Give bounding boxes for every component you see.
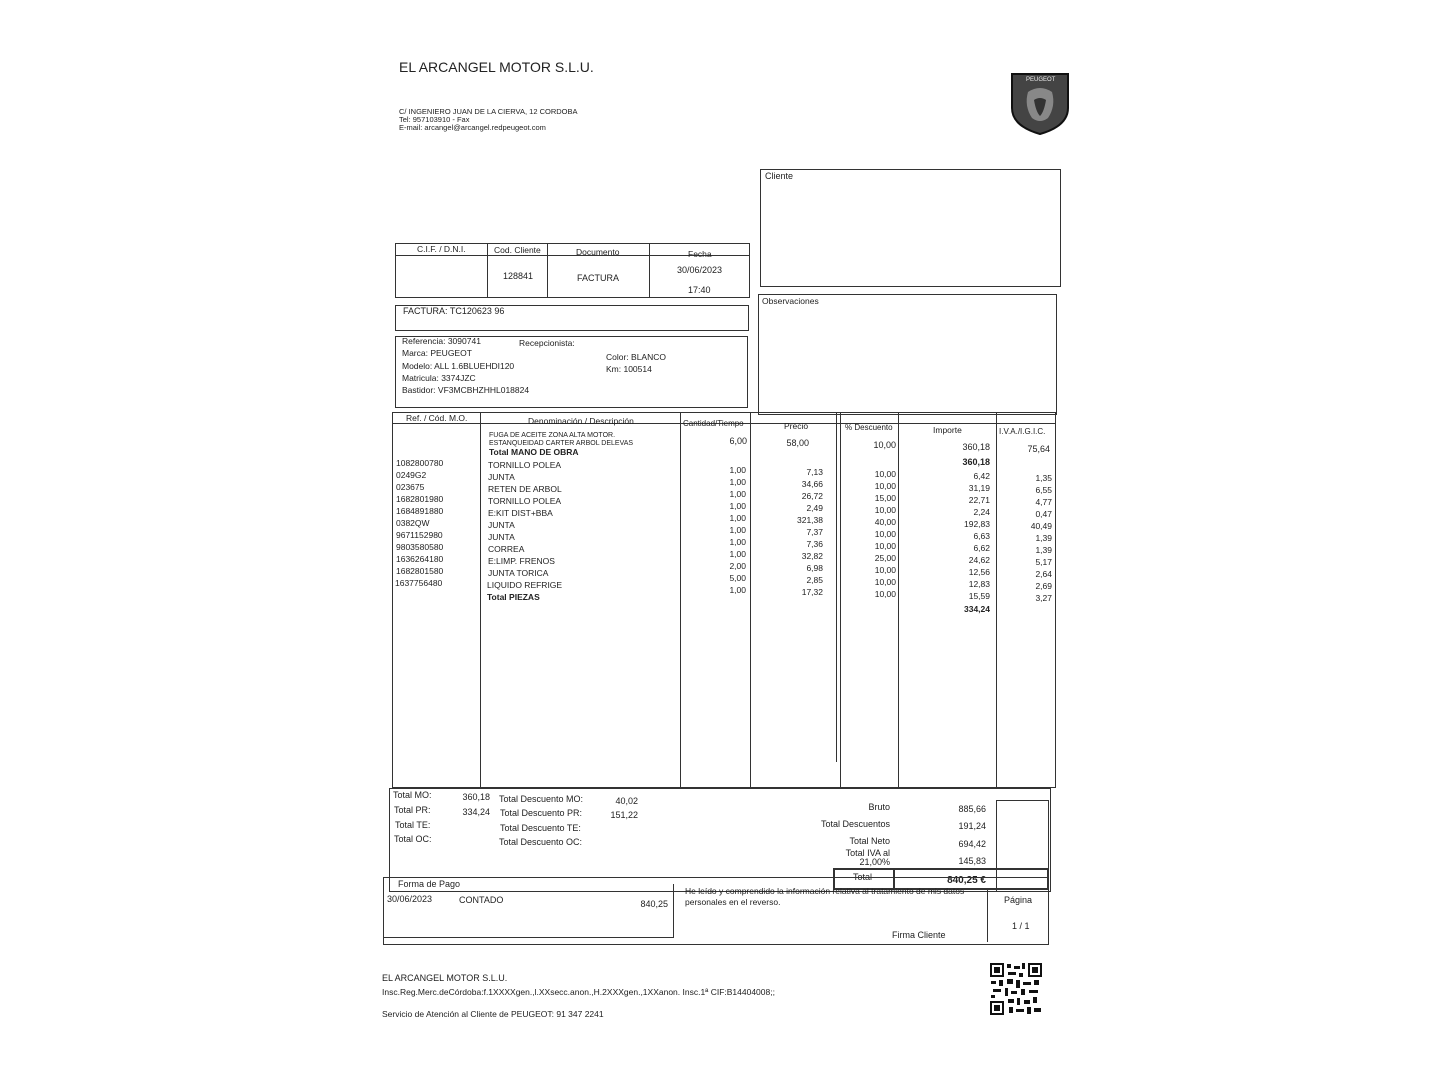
labor-desc-1: FUGA DE ACEITE ZONA ALTA MOTOR. bbox=[489, 432, 616, 439]
row-dto: 40,00 bbox=[874, 517, 896, 527]
row-desc: JUNTA bbox=[488, 472, 515, 482]
row-cant: 1,00 bbox=[729, 477, 746, 487]
row-desc: CORREA bbox=[488, 544, 525, 554]
row-precio: 6,98 bbox=[806, 563, 823, 573]
km: Km: 100514 bbox=[606, 364, 652, 374]
row-dto: 25,00 bbox=[874, 553, 896, 563]
row-iva: 1,35 bbox=[1035, 473, 1052, 483]
descuentos-value: 191,24 bbox=[958, 821, 986, 831]
bastidor: Bastidor: VF3MCBHZHHL018824 bbox=[402, 385, 530, 395]
row-desc: TORNILLO POLEA bbox=[488, 460, 562, 470]
footer-servicio: Servicio de Atención al Cliente de PEUGEOT: 91 347 2241 bbox=[382, 1009, 604, 1019]
row-cant: 1,00 bbox=[729, 585, 746, 595]
cliente-label: Cliente bbox=[765, 171, 794, 181]
col-precio: Precio bbox=[784, 421, 809, 431]
row-ref: 1684891880 bbox=[396, 506, 444, 516]
row-precio: 7,37 bbox=[806, 527, 823, 537]
row-desc: RETEN DE ARBOL bbox=[488, 484, 562, 494]
row-cant: 1,00 bbox=[729, 501, 746, 511]
labor-precio: 58,00 bbox=[786, 438, 809, 448]
labor-cantidad: 6,00 bbox=[729, 436, 747, 446]
row-importe: 6,62 bbox=[973, 543, 990, 553]
row-precio: 26,72 bbox=[801, 491, 823, 501]
row-cant: 1,00 bbox=[729, 489, 746, 499]
privacy-notice-2: personales en el reverso. bbox=[685, 897, 781, 907]
row-cant: 1,00 bbox=[729, 465, 746, 475]
total-mo-value: 360,18 bbox=[462, 792, 490, 802]
bruto-value: 885,66 bbox=[958, 804, 986, 814]
row-dto: 10,00 bbox=[874, 565, 896, 575]
row-desc: E:KIT DIST+BBA bbox=[488, 508, 553, 518]
row-desc: LIQUIDO REFRIGE bbox=[487, 580, 563, 590]
total-dpr-label: Total Descuento PR: bbox=[500, 808, 583, 818]
row-importe: 22,71 bbox=[968, 495, 990, 505]
total-pr-value: 334,24 bbox=[462, 807, 490, 817]
cliente-box bbox=[760, 169, 1061, 287]
fecha-header: Fecha bbox=[688, 249, 712, 259]
peugeot-logo bbox=[1008, 70, 1072, 136]
row-ref: 023675 bbox=[396, 482, 425, 492]
piezas-total: 334,24 bbox=[964, 604, 990, 614]
iva-label-1: Total IVA al bbox=[845, 848, 890, 858]
total-mo-label: Total MO: bbox=[393, 790, 432, 800]
row-iva: 4,77 bbox=[1035, 497, 1052, 507]
row-precio: 32,82 bbox=[801, 551, 823, 561]
col-ref: Ref. / Cód. M.O. bbox=[406, 413, 468, 423]
referencia: Referencia: 3090741 bbox=[402, 336, 481, 346]
row-precio: 7,36 bbox=[806, 539, 823, 549]
payment-method: CONTADO bbox=[459, 895, 504, 905]
row-iva: 0,47 bbox=[1035, 509, 1052, 519]
recepcionista: Recepcionista: bbox=[519, 338, 575, 348]
privacy-notice-1: He leído y comprendido la información relativa al tratamiento de mis datos bbox=[685, 886, 965, 896]
row-precio: 7,13 bbox=[806, 467, 823, 477]
labor-iva: 75,64 bbox=[1027, 444, 1050, 454]
labor-total-label: Total MANO DE OBRA bbox=[489, 447, 579, 457]
labor-descuento: 10,00 bbox=[873, 440, 896, 450]
row-ref: 9671152980 bbox=[396, 530, 443, 540]
row-dto: 10,00 bbox=[874, 469, 896, 479]
row-ref: 1682801980 bbox=[396, 494, 444, 504]
row-cant: 1,00 bbox=[729, 513, 746, 523]
row-importe: 24,62 bbox=[968, 555, 990, 565]
row-dto: 10,00 bbox=[874, 505, 896, 515]
row-ref: 0249G2 bbox=[396, 470, 427, 480]
forma-pago-label: Forma de Pago bbox=[398, 879, 461, 889]
row-precio: 34,66 bbox=[801, 479, 823, 489]
row-dto: 10,00 bbox=[874, 589, 896, 599]
col-cantidad: Cantidad/Tiempo bbox=[683, 419, 744, 428]
pagina-label: Página bbox=[1004, 895, 1033, 905]
row-cant: 2,00 bbox=[729, 561, 746, 571]
row-ref: 1636264180 bbox=[396, 554, 444, 564]
row-dto: 10,00 bbox=[874, 577, 896, 587]
total-pr-label: Total PR: bbox=[394, 805, 431, 815]
company-email: E-mail: arcangel@arcangel.redpeugeot.com bbox=[399, 123, 546, 132]
documento-value: FACTURA bbox=[577, 273, 620, 283]
row-importe: 12,83 bbox=[968, 579, 990, 589]
cod-cliente-header: Cod. Cliente bbox=[494, 245, 541, 255]
hora-value: 17:40 bbox=[688, 285, 711, 295]
observaciones-label: Observaciones bbox=[762, 296, 819, 306]
cod-cliente-value: 128841 bbox=[503, 271, 534, 281]
row-desc: JUNTA bbox=[488, 532, 515, 542]
iva-label-2: 21,00% bbox=[859, 857, 890, 867]
marca: Marca: PEUGEOT bbox=[402, 348, 472, 358]
color: Color: BLANCO bbox=[606, 352, 666, 362]
row-precio: 2,49 bbox=[806, 503, 823, 513]
row-cant: 1,00 bbox=[729, 525, 746, 535]
row-iva: 5,17 bbox=[1035, 557, 1052, 567]
row-desc: JUNTA TORICA bbox=[488, 568, 549, 578]
col-importe: Importe bbox=[933, 425, 962, 435]
row-iva: 40,49 bbox=[1030, 521, 1052, 531]
row-cant: 5,00 bbox=[729, 573, 746, 583]
row-dto: 10,00 bbox=[874, 529, 896, 539]
iva-value: 145,83 bbox=[958, 856, 986, 866]
row-dto: 10,00 bbox=[874, 481, 896, 491]
row-importe: 192,83 bbox=[964, 519, 990, 529]
total-value: 840,25 € bbox=[947, 875, 986, 886]
total-dmo-label: Total Descuento MO: bbox=[499, 794, 584, 804]
row-precio: 321,38 bbox=[797, 515, 823, 525]
col-desc: Denominación / Descripción bbox=[528, 416, 634, 426]
col-iva: I.V.A./I.G.I.C. bbox=[999, 427, 1046, 436]
footer-registro: Insc.Reg.Merc.deCórdoba:f.1XXXXgen.,l.XXsecc.anon.,H.2XXXgen.,1XXanon. Insc.1ª CIF:B14404008;; bbox=[382, 987, 775, 997]
row-desc: TORNILLO POLEA bbox=[488, 496, 562, 506]
row-desc: E:LIMP. FRENOS bbox=[488, 556, 555, 566]
neto-label: Total Neto bbox=[849, 836, 890, 846]
qr-code-icon bbox=[989, 962, 1043, 1016]
row-importe: 31,19 bbox=[968, 483, 990, 493]
row-iva: 6,55 bbox=[1035, 485, 1052, 495]
total-dte-label: Total Descuento TE: bbox=[500, 823, 581, 833]
row-iva: 2,64 bbox=[1035, 569, 1052, 579]
total-label: Total bbox=[853, 872, 873, 882]
row-precio: 2,85 bbox=[806, 575, 823, 585]
row-iva: 1,39 bbox=[1035, 545, 1052, 555]
company-address: C/ INGENIERO JUAN DE LA CIERVA, 12 CORDOBA bbox=[399, 107, 578, 116]
total-te-label: Total TE: bbox=[395, 820, 431, 830]
firma-cliente: Firma Cliente bbox=[892, 930, 946, 940]
row-dto: 15,00 bbox=[874, 493, 896, 503]
row-importe: 6,42 bbox=[973, 471, 990, 481]
row-ref: 9803580580 bbox=[396, 542, 444, 552]
labor-importe: 360,18 bbox=[962, 442, 990, 452]
row-iva: 2,69 bbox=[1035, 581, 1052, 591]
row-dto: 10,00 bbox=[874, 541, 896, 551]
payment-date: 30/06/2023 bbox=[387, 894, 433, 904]
logo-text: PEUGEOT bbox=[1026, 77, 1056, 83]
company-name: EL ARCANGEL MOTOR S.L.U. bbox=[399, 59, 594, 75]
row-cant: 1,00 bbox=[729, 549, 746, 559]
row-importe: 12,56 bbox=[968, 567, 990, 577]
total-oc-label: Total OC: bbox=[394, 834, 432, 844]
payment-amount: 840,25 bbox=[640, 899, 668, 909]
row-ref: 1682801580 bbox=[396, 566, 444, 576]
row-importe: 6,63 bbox=[973, 531, 990, 541]
labor-desc-2: ESTANQUEIDAD CARTER ARBOL DELEVAS bbox=[489, 440, 634, 447]
company-phone: Tel: 957103910 - Fax bbox=[399, 115, 470, 124]
matricula: Matricula: 3374JZC bbox=[402, 373, 476, 383]
labor-total: 360,18 bbox=[962, 457, 990, 467]
footer-company: EL ARCANGEL MOTOR S.L.U. bbox=[382, 973, 508, 983]
neto-value: 694,42 bbox=[958, 839, 986, 849]
row-ref: 1637756480 bbox=[395, 578, 443, 588]
row-precio: 17,32 bbox=[801, 587, 823, 597]
descuentos-label: Total Descuentos bbox=[820, 819, 890, 829]
row-ref: 1082800780 bbox=[396, 458, 444, 468]
row-ref: 0382QW bbox=[396, 518, 430, 528]
row-cant: 1,00 bbox=[729, 537, 746, 547]
row-importe: 2,24 bbox=[973, 507, 990, 517]
row-desc: JUNTA bbox=[488, 520, 515, 530]
modelo: Modelo: ALL 1.6BLUEHDI120 bbox=[402, 361, 515, 371]
total-dpr-value: 151,22 bbox=[610, 810, 638, 820]
factura-number: FACTURA: TC120623 96 bbox=[403, 306, 505, 316]
total-dmo-value: 40,02 bbox=[615, 796, 638, 806]
col-descuento: % Descuento bbox=[845, 423, 893, 432]
bruto-label: Bruto bbox=[868, 802, 890, 812]
piezas-total-label: Total PIEZAS bbox=[487, 592, 540, 602]
row-iva: 1,39 bbox=[1035, 533, 1052, 543]
row-importe: 15,59 bbox=[968, 591, 990, 601]
total-doc-label: Total Descuento OC: bbox=[499, 837, 583, 847]
documento-header: Documento bbox=[576, 247, 620, 257]
observaciones-box bbox=[758, 294, 1057, 415]
pagina-value: 1 / 1 bbox=[1012, 921, 1030, 931]
fecha-value: 30/06/2023 bbox=[677, 265, 723, 275]
cif-header: C.I.F. / D.N.I. bbox=[417, 244, 466, 254]
row-iva: 3,27 bbox=[1035, 593, 1052, 603]
